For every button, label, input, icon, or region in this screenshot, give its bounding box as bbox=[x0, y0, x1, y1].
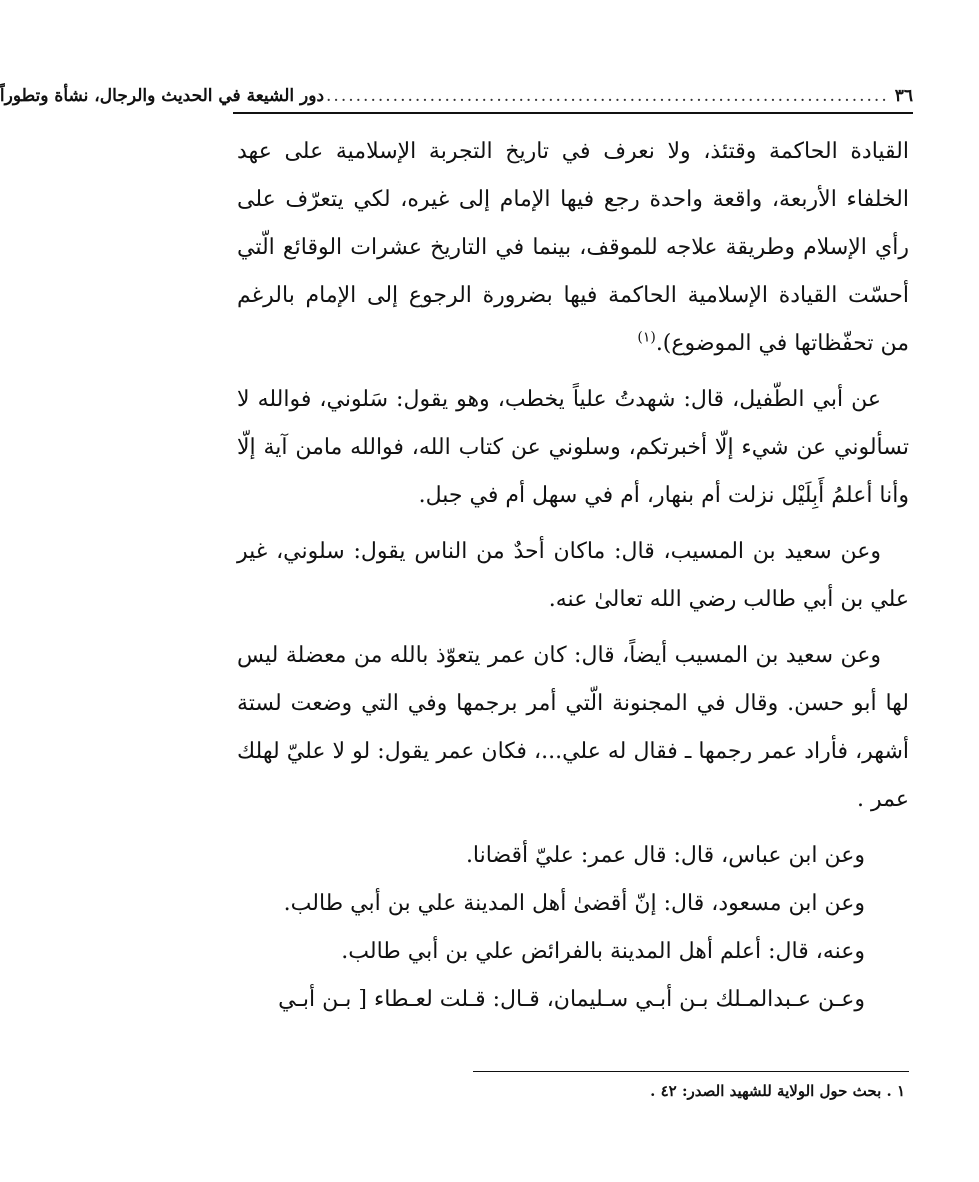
page-number: ٣٦ bbox=[894, 86, 913, 106]
body-text bbox=[237, 128, 909, 1024]
paragraph-3: وعن سعيد بن المسيب، قال: ماكان أحدٌ من الناس يقول: سلوني، غير علي بن أبي طالب رضي الله تعالىٰ عنه. bbox=[237, 539, 909, 612]
footnote-reference[interactable]: (١) bbox=[637, 329, 656, 346]
paragraph-8: وعـن عـبدالمـلك بـن أبـي سـليمان، قـال: قـلت لعـطاء [ بـن أبـي bbox=[278, 987, 865, 1012]
paragraph-7: وعنه، قال: أعلم أهل المدينة بالفرائض علي بن أبي طالب. bbox=[341, 939, 865, 964]
paragraph-6: وعن ابن مسعود، قال: إنّ أقضىٰ أهل المدينة علي بن أبي طالب. bbox=[283, 891, 865, 916]
paragraph-4: وعن سعيد بن المسيب أيضاً، قال: كان عمر يتعوّذ بالله من معضلة ليس لها أبو حسن. وقال في المجنونة الّتي أمر برجمها وفي التي وضعت لستة أشهر، فأراد عمر رجمها ـ فقال له علي...، فكان عمر يقول: لو لا عليّ لهلك عمر . bbox=[237, 643, 909, 812]
paragraph-5: وعن ابن عباس، قال: قال عمر: عليّ أقضانا. bbox=[465, 843, 865, 868]
header-rule bbox=[233, 112, 913, 114]
running-title: دور الشيعة في الحديث والرجال، نشأة وتطوراً bbox=[0, 86, 325, 106]
footnote-rule bbox=[473, 1071, 909, 1072]
leader-dots: ............................................................................ bbox=[326, 86, 889, 106]
paragraph-2: عن أبي الطّفيل، قال: شهدتُ علياً يخطب، وهو يقول: سَلوني، فوالله لا تسألوني عن شيء إلّا أخبرتكم، وسلوني عن كتاب الله، فوالله مامن آية إلّا وأنا أعلمُ أَبِلَيْل نزلت أم بنهار، أم في سهل أم في جبل. bbox=[237, 387, 909, 508]
footnote: ١ . بحث حول الولاية للشهيد الصدر: ٤٢ . bbox=[650, 1082, 905, 1100]
paragraph-1 bbox=[237, 128, 909, 368]
running-header bbox=[0, 72, 913, 106]
paragraph-1-text: القيادة الحاكمة وقتئذ، ولا نعرف في تاريخ التجربة الإسلامية على عهد الخلفاء الأربعة، واقعة واحدة رجع فيها الإمام إلى غيره، لكي يتعرّف على رأي الإسلام وطريقة علاجه للموقف، بينما في التاريخ عشرات الوقائع الّتي أحسّت القيادة الإسلامية الحاكمة فيها بضرورة الرجوع إلى الإمام بالرغم من تحفّظاتها في الموضوع). bbox=[237, 139, 909, 356]
